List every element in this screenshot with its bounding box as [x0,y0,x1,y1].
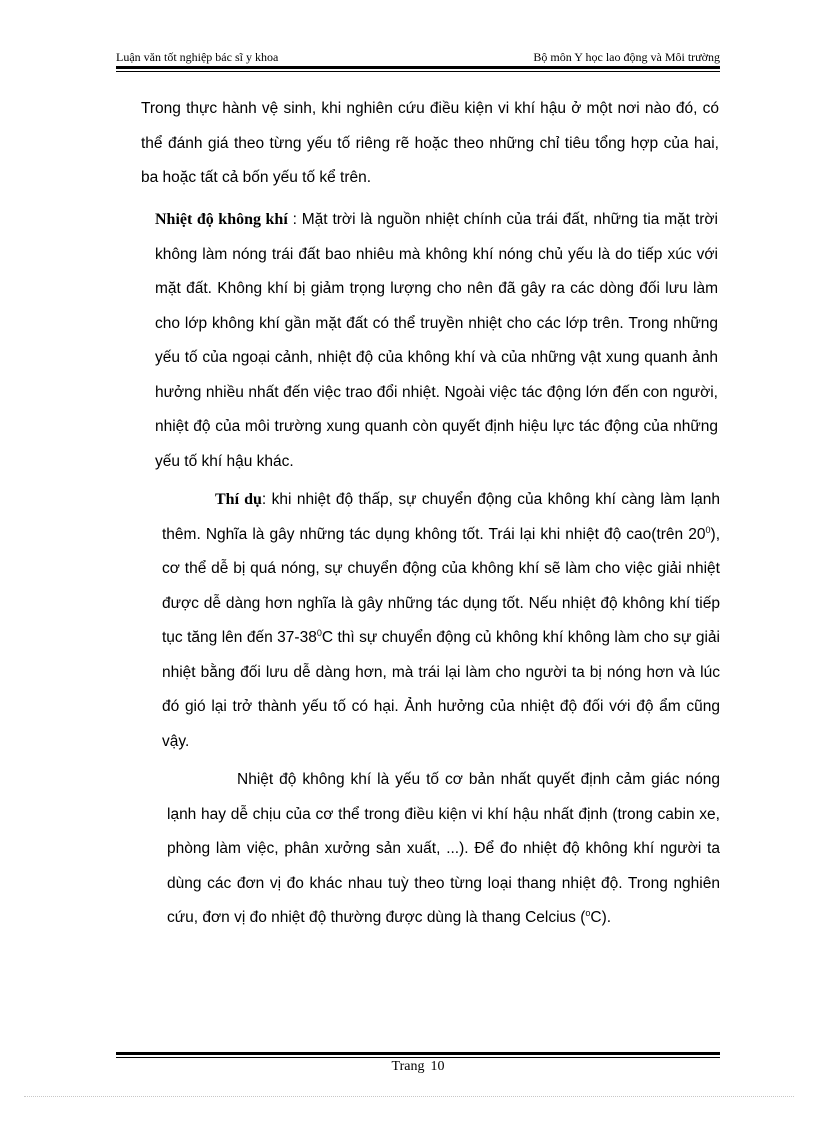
header-thesis-title: Luận văn tốt nghiệp bác sĩ y khoa [116,50,279,64]
header-rule-thick [116,66,720,69]
paragraph-example [162,483,720,759]
degree-superscript-3: o [585,907,591,918]
footer-rule-thick [116,1052,720,1055]
degree-superscript-2: 0 [316,627,322,638]
paragraph-celsius [167,763,720,936]
page-number-label: Trang [391,1059,425,1074]
degree-superscript-1: 0 [705,524,711,535]
celsius-text-part-2: C). [590,909,612,926]
paragraph-air-temperature [155,203,718,479]
page-number: 10 [430,1059,445,1074]
page-footer [116,1059,720,1075]
footer-rule-thin [116,1057,720,1058]
header-rule-thin [116,71,720,72]
paragraph-intro: Trong thực hành vệ sinh, khi nghiên cứu điều kiện vi khí hậu ở một nơi nào đó, có thể đánh giá theo từng yếu tố riêng rẽ hoặc theo những chỉ tiêu tổng hợp của hai, ba hoặc tất cả bốn yếu tố kể trên. [141,100,719,186]
term-example: Thí dụ [215,491,262,508]
example-text-part-3: C thì sự chuyển động củ không khí không làm cho sự giải nhiệt bằng đối lưu dễ dàng hơn, mà trái lại làm cho người ta bị nóng hơn và lúc đó gió lại trở thành yếu tố có hại. Ảnh hưởng của nhiệt độ đối với độ ẩm cũng vậy. [162,629,720,750]
page-header [116,50,720,66]
example-text-part-2: ), cơ thể dễ bị quá nóng, sự chuyển động của không khí sẽ làm cho việc giải nhiệt được dễ dàng hơn nghĩa là gây những tác dụng tốt. Nếu nhiệt độ không khí tiếp tục tăng lên đến 37-38 [162,525,720,646]
header-department: Bộ môn Y học lao động và Môi trường [533,50,720,64]
paragraph-air-temperature-text: : Mặt trời là nguồn nhiệt chính của trái đất, những tia mặt trời không làm nóng trái đất bao nhiêu mà không khí nóng chủ yếu là do tiếp xúc với mặt đất. Không khí bị giảm trọng lượng cho nên đã gây ra các dòng đối lưu làm cho lớp không khí gần mặt đất có thể truyền nhiệt cho các lớp trên. Trong những yếu tố của ngoại cảnh, nhiệt độ của không khí và của những vật xung quanh ảnh hưởng nhiều nhất đến việc trao đổi nhiệt. Ngoài việc tác động lớn đến con người, nhiệt độ của môi trường xung quanh còn quyết định hiệu lực tác động của những yếu tố khí hậu khác. [155,211,718,470]
example-text-part-1: : khi nhiệt độ thấp, sự chuyển động của không khí càng làm lạnh thêm. Nghĩa là gây những tác dụng không tốt. Trái lại khi nhiệt độ cao(trên 20 [162,491,721,543]
celsius-text-part-1: Nhiệt độ không khí là yếu tố cơ bản nhất quyết định cảm giác nóng lạnh hay dễ chịu của cơ thể trong điều kiện vi khí hậu nhất định (trong cabin xe, phòng làm việc, phân xưởng sản xuất, ...). Để đo nhiệt độ không khí người ta dùng các đơn vị đo khác nhau tuỳ theo từng loại thang nhiệt độ. Trong nghiên cứu, đơn vị đo nhiệt độ thường được dùng là thang Celcius ( [167,771,720,926]
page-edge-divider [24,1096,794,1097]
term-air-temperature: Nhiệt độ không khí [155,211,288,228]
